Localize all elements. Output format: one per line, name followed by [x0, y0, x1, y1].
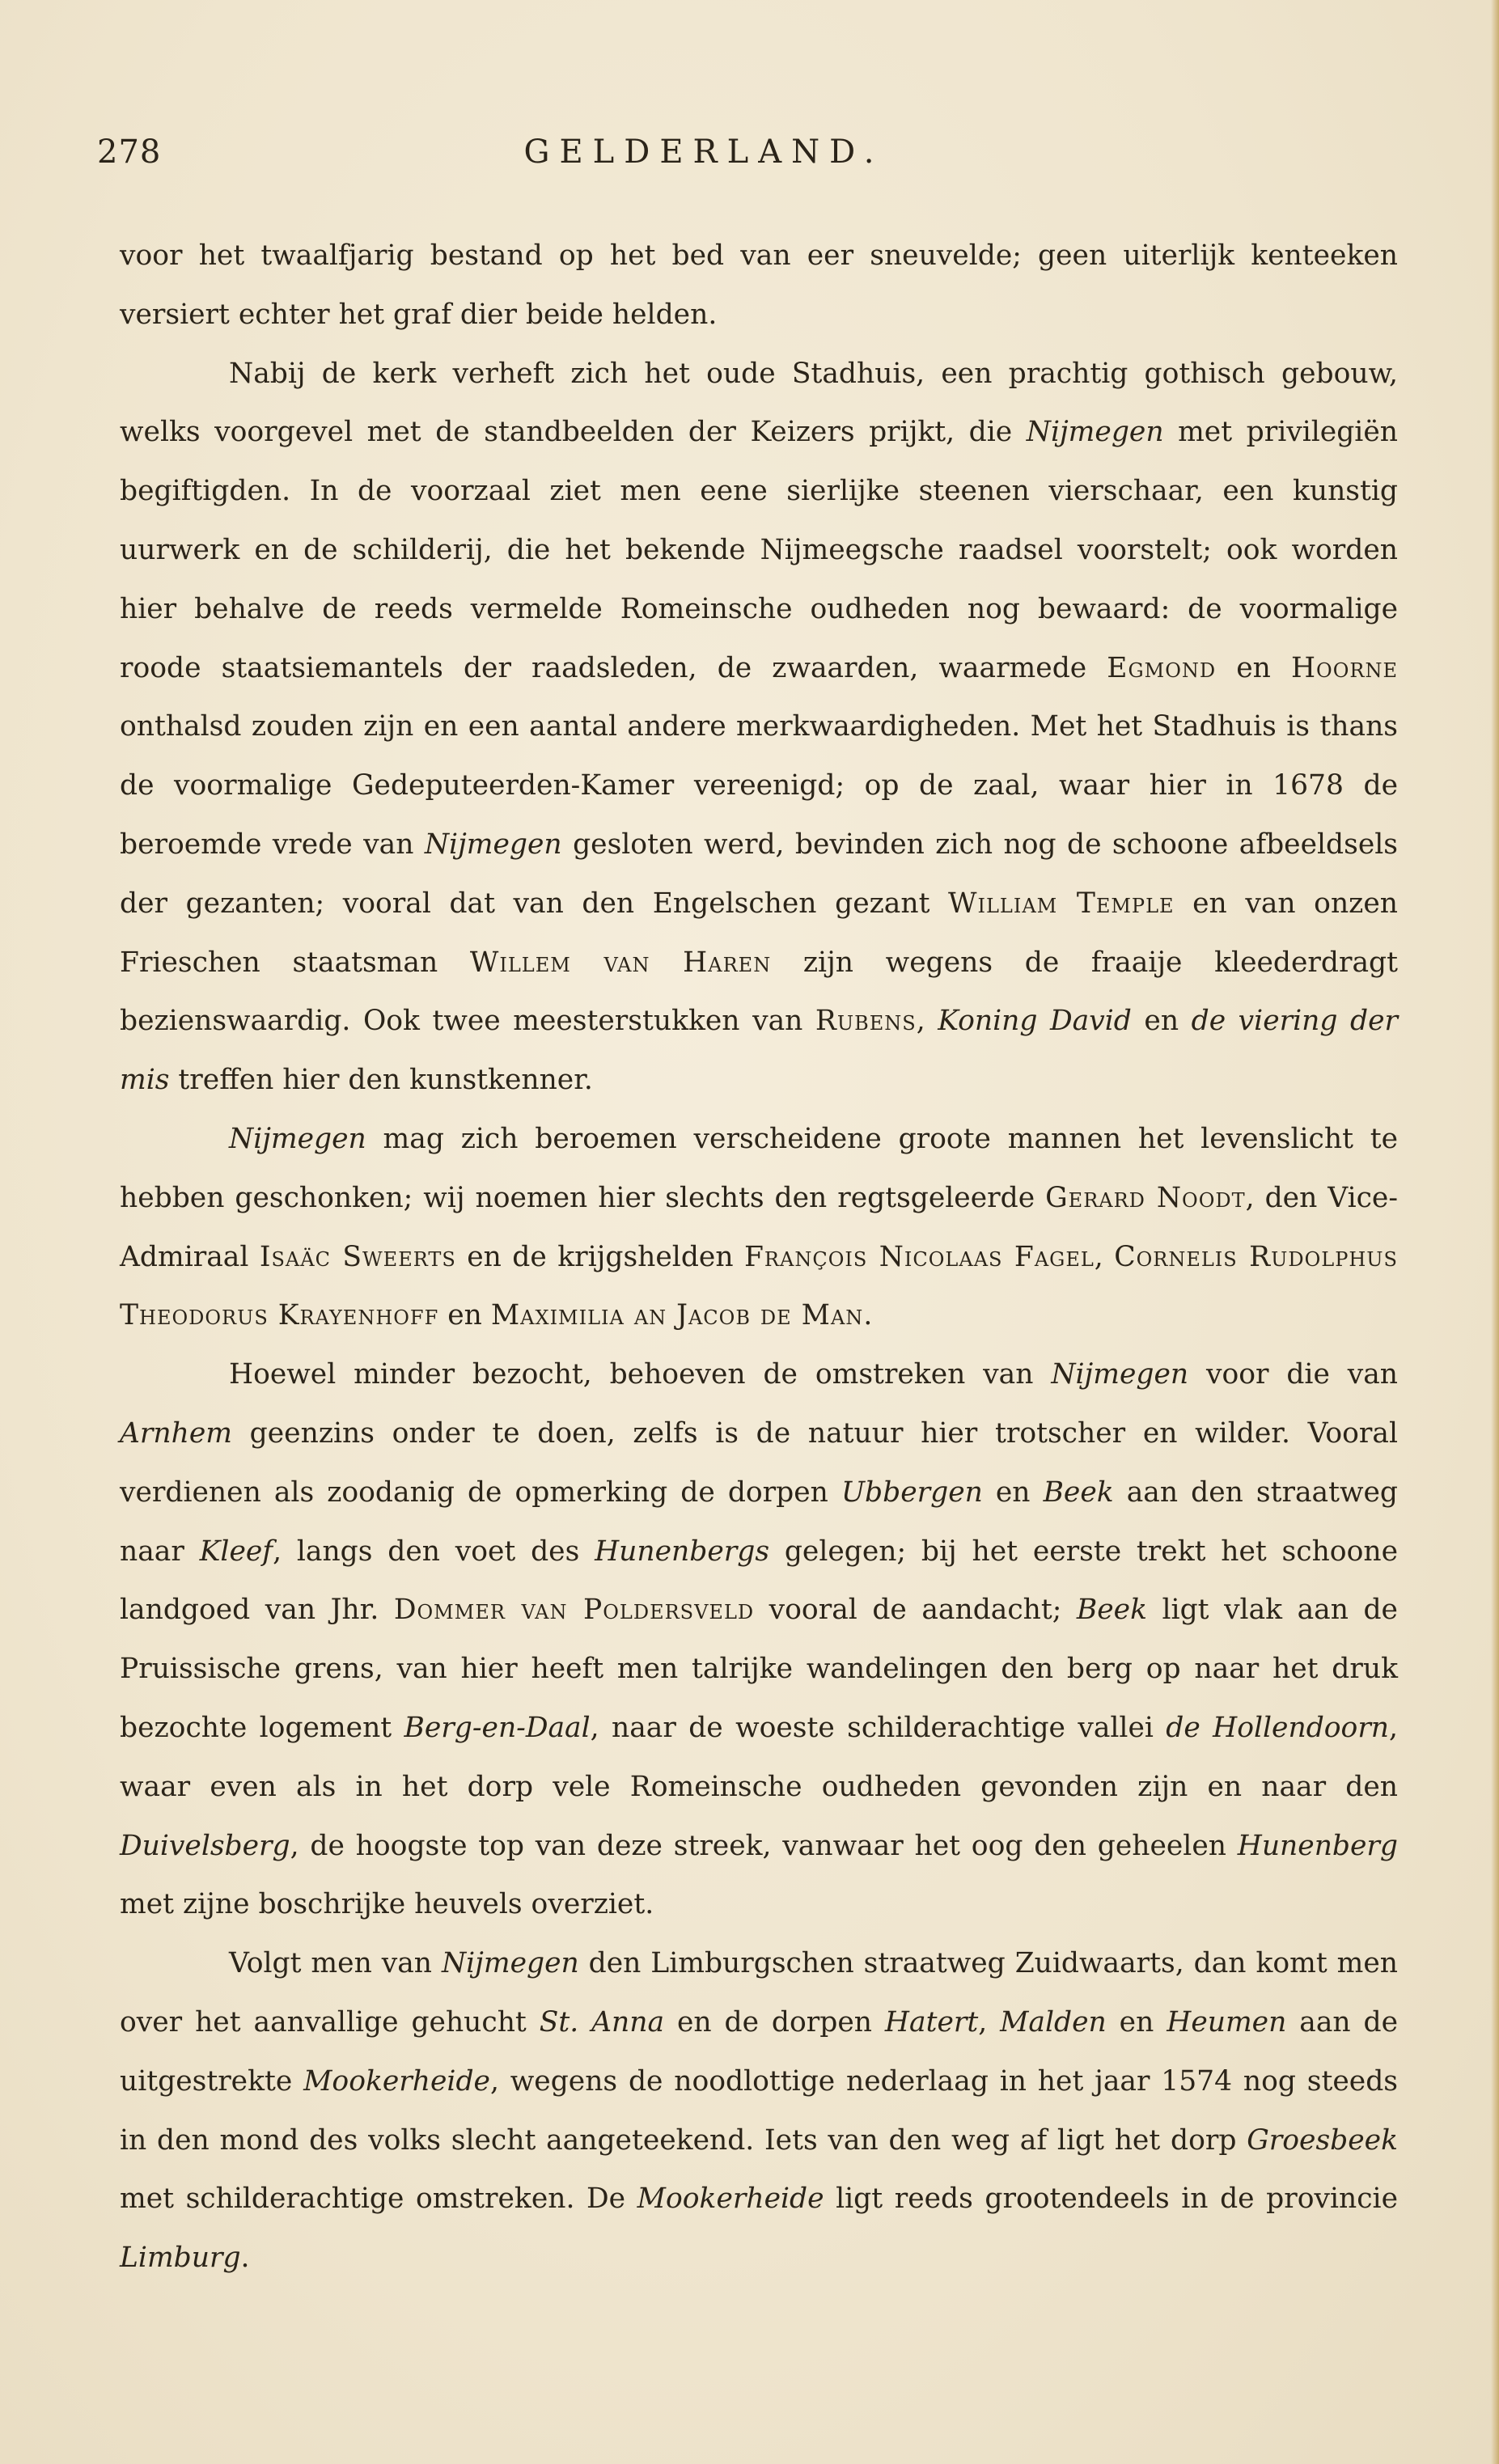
- italic-run: Heumen: [1167, 2005, 1287, 2039]
- text-run: Nabij de kerk verheft zich het oude Stadhuis, een prachtig gothisch gebouw, welks voorgevel met de standbeelden der Keizers prijkt, die: [120, 357, 1398, 449]
- text-run: onthalsd zouden zijn en een aantal andere merkwaardigheden. Met het Stadhuis is thans de voormalige Gedeputeerden-Kamer vereenigd; op de zaal, waar hier in 1678 de beroemde vrede van: [120, 710, 1398, 861]
- smallcaps-run: Isaäc Sweerts: [259, 1240, 456, 1273]
- text-run: en: [1131, 1005, 1192, 1038]
- text-run: en: [1216, 651, 1291, 684]
- smallcaps-run: Willem van Haren: [469, 946, 772, 979]
- paragraph: [120, 1110, 1398, 1345]
- text-run: gesloten werd, bevinden zich nog de schoone afbeeldsels der gezanten; vooral dat van den Engelschen gezant: [120, 828, 1398, 920]
- italic-run: Mookerheide: [637, 2182, 824, 2216]
- text-run: .: [863, 1299, 873, 1332]
- text-run: treffen hier den kunstkenner.: [169, 1064, 593, 1097]
- smallcaps-run: François Nicolaas Fagel: [743, 1240, 1095, 1273]
- text-run: , naar de woeste schilderachtige vallei: [590, 1711, 1167, 1744]
- paragraph: [120, 1934, 1398, 2288]
- italic-run: Groesbeek: [1247, 2123, 1398, 2157]
- italic-run: Nijmegen: [424, 828, 562, 861]
- paragraph: [120, 1345, 1398, 1934]
- italic-run: Hatert: [884, 2005, 979, 2039]
- italic-run: de viering der mis: [120, 1005, 1398, 1097]
- text-run: ,: [916, 1005, 938, 1038]
- italic-run: Berg-en-Daal: [404, 1711, 591, 1744]
- text-run: gelegen; bij het eerste trekt het schoone landgoed van Jhr.: [120, 1535, 1398, 1627]
- text-run: .: [240, 2242, 250, 2275]
- smallcaps-run: Gerard Noodt: [1045, 1181, 1246, 1214]
- text-run: voor het twaalfjarig bestand op het bed van eer sneuvelde; geen uiterlijk kenteeken versiert echter het graf dier beide helden.: [120, 239, 1398, 331]
- italic-run: Arnhem: [120, 1416, 232, 1450]
- italic-run: de Hollendoorn: [1166, 1711, 1390, 1744]
- italic-run: Nijmegen: [1026, 416, 1164, 449]
- italic-run: Mookerheide: [303, 2064, 490, 2098]
- text-run: geenzins onder te doen, zelfs is de natuur hier trotscher en wilder. Vooral verdienen als zoodanig de opmerking de dorpen: [120, 1416, 1398, 1509]
- text-run: ,: [1094, 1240, 1115, 1273]
- page-header: [97, 133, 1404, 182]
- text-run: vooral de aandacht;: [754, 1594, 1077, 1627]
- text-run: voor die van: [1188, 1358, 1399, 1391]
- italic-run: St. Anna: [539, 2005, 665, 2039]
- italic-run: Beek: [1076, 1594, 1147, 1627]
- text-run: den Limburgschen straatweg Zuidwaarts, dan komt men over het aanvallige gehucht: [120, 1947, 1398, 2039]
- text-run: met privilegiën begiftigden. In de voorzaal ziet men eene sierlijke steenen vierschaar, een kunstig uurwerk en de schilderij, die het bekende Nijmeegsche raadsel voorstelt; ook worden hier behalve de reeds vermelde Romeinsche oudheden nog bewaard: de voormalige roode staatsiemantels der raadsleden, de zwaarden, waarmede: [120, 416, 1398, 684]
- text-run: en: [438, 1299, 491, 1332]
- text-run: aan den straatweg naar: [120, 1475, 1398, 1568]
- text-run: , langs den voet des: [273, 1535, 595, 1568]
- italic-run: Beek: [1043, 1475, 1114, 1509]
- text-run: , de hoogste top van deze streek, vanwaar het oog den geheelen: [290, 1829, 1238, 1862]
- italic-run: Malden: [1000, 2005, 1107, 2039]
- text-run: en: [1106, 2005, 1167, 2039]
- text-run: , wegens de noodlottige nederlaag in het jaar 1574 nog steeds in den mond des volks slecht aangeteekend. Iets van den weg af ligt het dorp: [120, 2064, 1398, 2157]
- running-title: GELDERLAND.: [523, 133, 884, 171]
- italic-run: Duivelsberg: [120, 1829, 290, 1862]
- smallcaps-run: Maximilia an Jacob de Man: [490, 1299, 864, 1332]
- italic-run: Hunenbergs: [595, 1535, 770, 1568]
- smallcaps-run: William Temple: [948, 887, 1175, 920]
- smallcaps-run: Cornelis Rudolphus Theodorus Krayenhoff: [120, 1240, 1398, 1332]
- italic-run: Limburg: [120, 2242, 241, 2275]
- text-run: Hoewel minder bezocht, behoeven de omstreken van: [229, 1358, 1052, 1391]
- text-run: aan de uitgestrekte: [120, 2005, 1399, 2098]
- italic-run: Hunenberg: [1237, 1829, 1398, 1862]
- smallcaps-run: Dommer van Poldersveld: [393, 1594, 755, 1627]
- italic-run: Nijmegen: [1051, 1358, 1189, 1391]
- smallcaps-run: Egmond: [1107, 651, 1217, 684]
- text-run: Volgt men van: [229, 1947, 442, 1980]
- italic-run: Kleef: [199, 1535, 273, 1568]
- text-run: met schilderachtige omstreken. De: [120, 2182, 637, 2216]
- italic-run: Nijmegen: [441, 1947, 579, 1980]
- text-run: ,: [978, 2005, 1001, 2039]
- text-run: en: [982, 1475, 1044, 1509]
- smallcaps-run: Rubens: [815, 1005, 917, 1038]
- text-run: ligt reeds grootendeels in de provincie: [824, 2182, 1399, 2216]
- text-run: mag zich beroemen verscheidene groote mannen het levenslicht te hebben geschonken; wij noemen hier slechts den regtsgeleerde: [120, 1122, 1398, 1214]
- italic-run: Nijmegen: [229, 1122, 366, 1155]
- text-run: en de krijgshelden: [455, 1240, 744, 1273]
- text-run: ligt vlak aan de Pruissische grens, van hier heeft men talrijke wandelingen den berg op naar het druk bezochte logement: [120, 1594, 1398, 1744]
- text-run: en van onzen Frieschen staatsman: [120, 887, 1398, 979]
- page-edge: [1491, 0, 1499, 2464]
- text-run: zijn wegens de fraaije kleederdragt bezienswaardig. Ook twee meesterstukken van: [120, 946, 1398, 1038]
- body-text: [120, 227, 1398, 2288]
- text-run: en de dorpen: [664, 2005, 885, 2039]
- paragraph: [120, 345, 1398, 1110]
- text-run: , den Vice-Admiraal: [120, 1181, 1398, 1273]
- text-run: , waar even als in het dorp vele Romeinsche oudheden gevonden zijn en naar den: [120, 1711, 1398, 1803]
- italic-run: Ubbergen: [841, 1475, 983, 1509]
- smallcaps-run: Hoorne: [1290, 651, 1398, 684]
- text-run: met zijne boschrijke heuvels overziet.: [120, 1888, 654, 1921]
- page-number: 278: [97, 133, 162, 171]
- paragraph: [120, 227, 1398, 345]
- italic-run: Koning David: [938, 1005, 1132, 1038]
